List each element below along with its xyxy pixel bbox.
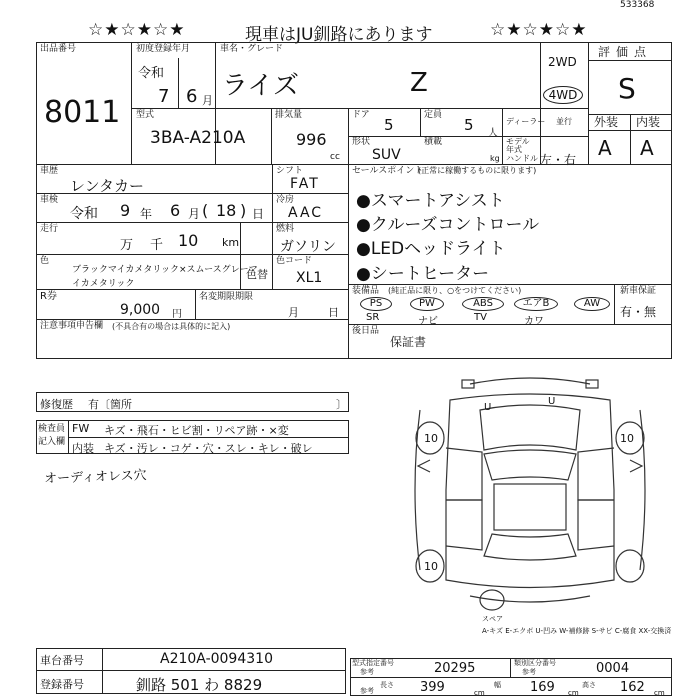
lot-number: 8011 (44, 95, 121, 130)
fuel-label: 燃料 (276, 224, 295, 234)
width-value: 169 (530, 680, 555, 695)
body-type-value: SUV (372, 147, 401, 163)
first-reg-year: 7 (158, 86, 170, 107)
inspection-day: 18 (216, 201, 237, 220)
mileage-sen-unit: 千 (150, 238, 164, 253)
shift-value: FAT (290, 176, 320, 192)
notes-label: 注意事項申告欄 (40, 321, 104, 331)
displacement-value: 996 (296, 130, 327, 149)
year-label: 年式 (506, 145, 522, 154)
color-name-line2: イカメタリック (72, 279, 135, 289)
inspector-interior-key: 内装 (72, 442, 94, 455)
mileage-label: 走行 (40, 224, 59, 234)
damage-mark-front-right: U (548, 396, 556, 407)
car-name: ライズ (222, 71, 299, 101)
after-day-value: 保証書 (390, 335, 427, 349)
inspector-label-2: 記入欄 (38, 437, 66, 447)
inspector-interior-items: キズ・汚レ・コゲ・穴・スレ・キレ・破レ (104, 442, 313, 455)
damage-mark-front-left: U (484, 402, 492, 413)
color-code-value: XL1 (296, 270, 323, 286)
banner-stars-left: ☆★☆★☆★ (88, 20, 186, 40)
interior-label: 内装 (636, 115, 661, 129)
left-rear-door (446, 500, 482, 550)
roof (494, 484, 566, 530)
inspection-era: 令和 (70, 206, 98, 222)
handwritten-note: オーディオレス穴 (43, 468, 147, 487)
capacity-label: 定員 (424, 110, 443, 120)
type-num-sub: 参考 (360, 668, 374, 676)
color-label: 色 (40, 256, 50, 266)
recycle-label: R券 (40, 291, 57, 302)
sales-point-2: ●クルーズコントロール (356, 215, 540, 235)
load-unit: kg (490, 154, 500, 163)
doors-value: 5 (384, 116, 394, 134)
rear-right-wheel (616, 550, 644, 582)
banner-text: 現車はJU釧路にあります (245, 25, 433, 45)
chassis-number: A210A-0094310 (160, 651, 273, 667)
equip-aw: AW (574, 297, 610, 311)
right-side-outline (640, 410, 645, 570)
height-value: 162 (620, 680, 645, 695)
handle-label: ハンドル (506, 154, 538, 163)
right-front-door (578, 448, 614, 500)
mileage-value: 10 (178, 231, 199, 250)
fuel-value: ガソリン (280, 239, 336, 255)
rear-bumper (470, 596, 590, 602)
height-unit: cm (654, 689, 665, 697)
equip-ps: PS (360, 297, 392, 311)
equipment-label: 装備品 (352, 286, 380, 296)
class-num-label: 類別区分番号 (514, 659, 556, 667)
car-name-label: 車名・グレード (220, 44, 284, 54)
first-reg-label: 初度登録年月 (136, 44, 191, 54)
plate-number: 釧路 501 わ 8829 (136, 676, 263, 694)
exterior-label: 外装 (594, 115, 619, 129)
sales-point-1: ●スマートアシスト (356, 191, 505, 211)
width-label: 幅 (494, 681, 501, 689)
model-label: 型式 (136, 110, 155, 120)
body-outline (446, 394, 614, 588)
damage-legend: A-キズ E-エクボ U-凹み W-補修跡 S-サビ C-腐食 XX-交換済 (482, 627, 672, 635)
body-type-label: 形状 (352, 137, 371, 147)
rating-label: 評価点 (598, 45, 653, 59)
damage-mark-fr: 10 (620, 432, 634, 445)
width-unit: cm (568, 689, 579, 697)
inspection-year: 9 (120, 201, 131, 220)
load-label: 積載 (424, 137, 443, 147)
displacement-unit: cc (330, 152, 340, 162)
document-id: 533368 (620, 0, 655, 10)
front-bumper (470, 378, 590, 384)
inspection-month-unit: 月 (188, 207, 201, 221)
inspection-day-unit: 日 (252, 207, 265, 221)
dims-sub: 参考 (360, 687, 374, 695)
displacement-label: 排気量 (275, 110, 303, 120)
equip-pw: PW (410, 297, 444, 311)
equipment-note: (純正品に限り、○をつけてください) (388, 286, 522, 295)
shift-label: シフト (276, 166, 304, 176)
rating-score: S (618, 72, 636, 105)
car-damage-diagram (390, 370, 670, 620)
equip-sr: SR (366, 312, 380, 323)
notes-sub: (不具合有の場合は具体的に記入) (112, 322, 231, 331)
left-mirror (418, 460, 430, 472)
windshield (484, 450, 576, 480)
right-rear-door (578, 500, 614, 550)
type-num-label: 型式指定番号 (352, 659, 394, 667)
parallel-label: 並行 (556, 117, 572, 126)
rear-window (484, 534, 576, 560)
damage-mark-fl: 10 (424, 432, 438, 445)
capacity-unit: 人 (488, 128, 498, 139)
doors-label: ドア (352, 110, 370, 120)
repair-history-box (36, 392, 349, 412)
name-change-deadline-label: 名変期限期限 (199, 292, 254, 302)
aircon-label: 冷房 (276, 195, 295, 205)
deadline-month-unit: 月 (288, 306, 299, 319)
damage-mark-rl: 10 (424, 560, 438, 573)
first-reg-month: 6 (186, 86, 198, 107)
length-unit: cm (474, 689, 485, 697)
sales-point-4: ●シートヒーター (356, 264, 490, 284)
inspection-month: 6 (170, 201, 181, 220)
color-name-line1: ブラックマイカメタリック×スムースグレーマ (72, 265, 258, 275)
hood (480, 405, 580, 450)
sales-points-note: (正常に稼働するものに限ります) (418, 166, 537, 175)
recycle-value: 9,000 (120, 302, 161, 318)
class-num-value: 0004 (596, 661, 630, 676)
equip-leather: カワ (524, 316, 544, 327)
inspector-fw-key: FW (72, 422, 90, 435)
equip-tv: TV (474, 312, 487, 323)
first-reg-month-unit: 月 (202, 94, 213, 107)
dealer-label: ディーラー (506, 117, 546, 126)
drive-4wd-circled: 4WD (543, 86, 583, 104)
color-change-label: 色替 (246, 268, 268, 281)
height-label: 高さ (582, 681, 596, 689)
aircon-value: AAC (288, 205, 324, 221)
repair-history-close: 〕 (336, 398, 347, 411)
spare-label: スペア (482, 615, 503, 623)
length-label: 長さ (380, 681, 394, 689)
first-reg-era: 令和 (138, 66, 165, 81)
inspection-label: 車検 (40, 195, 59, 205)
sales-point-3: ●LEDヘッドライト (356, 239, 506, 259)
after-day-label: 後日品 (352, 326, 380, 336)
color-code-label: 色コード (276, 256, 313, 266)
handle-value: 左・右 (540, 153, 577, 167)
class-num-sub: 参考 (522, 668, 536, 676)
plate-label: 登録番号 (40, 678, 84, 691)
chassis-label: 車台番号 (40, 654, 84, 667)
equip-airbag: エアB (514, 297, 558, 311)
model-year-label: モデル (506, 137, 530, 146)
warranty-label: 新車保証 (620, 286, 657, 296)
warranty-value: 有・無 (620, 305, 657, 319)
inspector-label-1: 検査員 (38, 424, 66, 434)
repair-history-value: 有〔箇所 (88, 398, 132, 411)
mileage-unit: km (222, 236, 240, 249)
history-value: レンタカー (70, 177, 145, 195)
banner-stars-right: ☆★☆★☆★ (490, 20, 588, 40)
mileage-man-unit: 万 (120, 238, 134, 253)
car-grade: Z (410, 68, 428, 98)
drive-2wd: 2WD (548, 55, 577, 69)
sales-points-label: セールスポイント (352, 166, 424, 176)
history-label: 車歴 (40, 166, 59, 176)
deadline-day-unit: 日 (328, 306, 339, 319)
exterior-grade: A (598, 136, 612, 160)
inspector-fw-items: キズ・飛石・ヒビ割・リペア跡・×変 (104, 424, 289, 437)
right-mirror (630, 460, 642, 472)
equip-navi: ナビ (418, 316, 438, 327)
type-num-value: 20295 (434, 661, 476, 676)
left-side-outline (415, 410, 420, 570)
capacity-value: 5 (464, 116, 474, 134)
model-code: 3BA-A210A (150, 128, 246, 148)
lot-label: 出品番号 (40, 44, 77, 54)
length-value: 399 (420, 680, 445, 695)
inspection-year-unit: 年 (140, 207, 153, 221)
recycle-unit: 円 (172, 309, 182, 320)
equip-abs: ABS (462, 297, 504, 311)
repair-history-label: 修復歴 (40, 398, 73, 411)
left-front-door (446, 448, 482, 500)
interior-grade: A (640, 136, 654, 160)
